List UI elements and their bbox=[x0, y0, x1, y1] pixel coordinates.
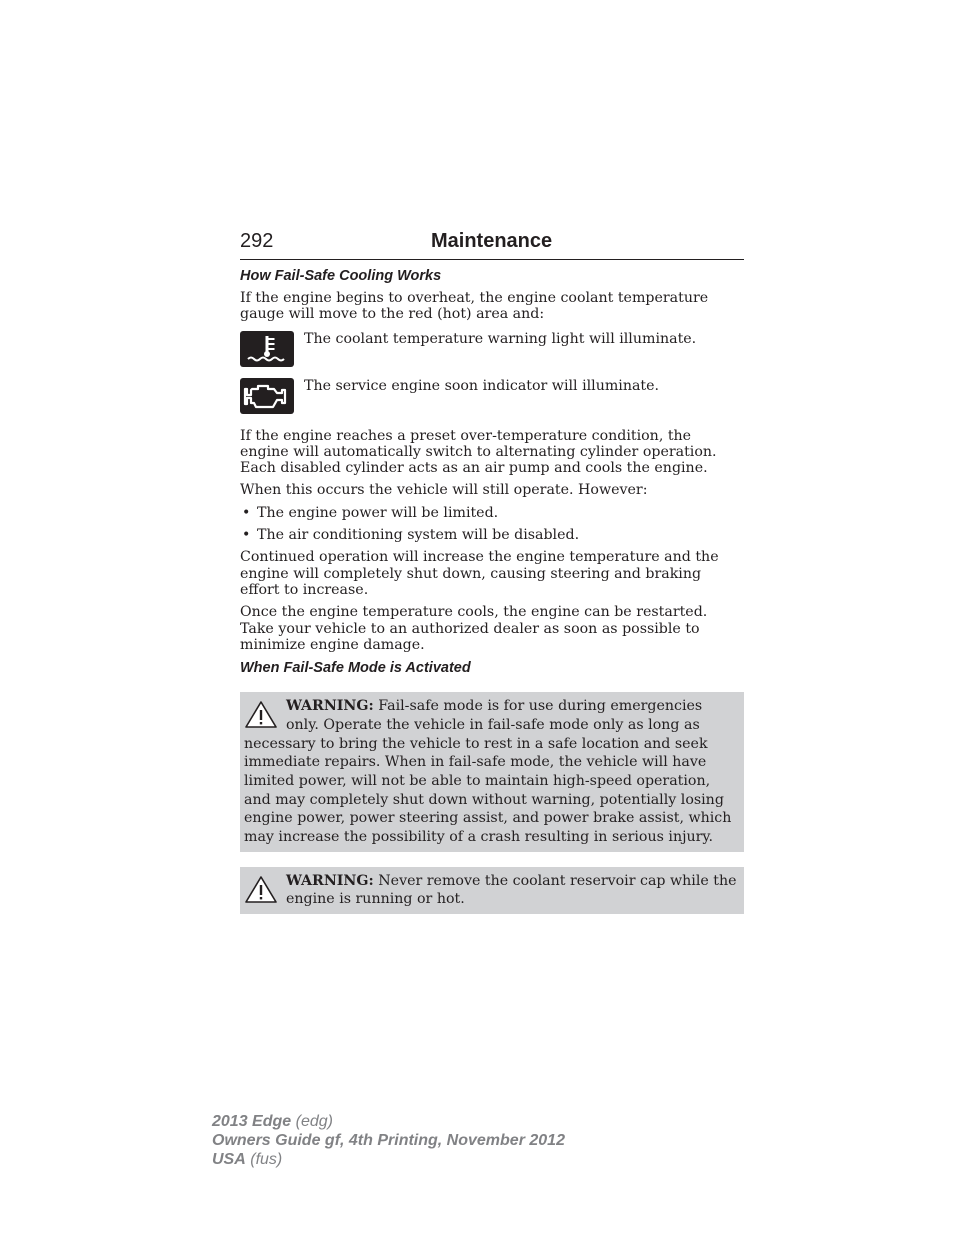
page-number: 292 bbox=[240, 230, 274, 252]
list-item: • The air conditioning system will be disabled. bbox=[242, 527, 580, 544]
warning-label: WARNING: bbox=[286, 872, 374, 889]
warning-text: Never remove the coolant reservoir cap while the engine is running or hot. bbox=[286, 872, 737, 908]
list-item: • The engine power will be limited. bbox=[242, 504, 499, 521]
warning-text: Fail-safe mode is for use during emergencies only. Operate the vehicle in fail-safe mode only as long as necessary to bring the vehicle to rest in a safe location and seek immediate repairs. When in fail-safe mode, the vehicle will have limited power, will not be able to maintain high-speed operation, and may completely shut down without warning, potentially losing engine power, power steering assist, and power brake assist, which may increase the possibility of a crash resulting in serious injury. bbox=[244, 698, 732, 846]
footer-market-line: USA (fus) bbox=[212, 1151, 283, 1168]
footer-guide-line: Owners Guide gf, 4th Printing, November 2012 bbox=[212, 1132, 565, 1149]
how-fail-safe-heading: How Fail-Safe Cooling Works bbox=[240, 268, 442, 284]
service-engine-indicator-row bbox=[240, 378, 744, 414]
coolant-indicator-text: The coolant temperature warning light will illuminate. bbox=[304, 330, 697, 347]
over-temperature-paragraph: If the engine reaches a preset over-temperature condition, the engine will automatically switch to alternating cylinder operation. Each disabled cylinder acts as an air pump and cools the engine. bbox=[240, 427, 717, 477]
warning-triangle-icon bbox=[244, 700, 278, 730]
page-footer bbox=[212, 1112, 565, 1169]
service-engine-indicator-text: The service engine soon indicator will illuminate. bbox=[304, 377, 660, 394]
page-header bbox=[240, 229, 744, 260]
coolant-indicator-row bbox=[240, 331, 744, 367]
warning-label: WARNING: bbox=[286, 698, 374, 715]
restart-paragraph: Once the engine temperature cools, the engine can be restarted. Take your vehicle to an authorized dealer as soon as possible to minimize engine damage. bbox=[240, 604, 708, 653]
section-title: Maintenance bbox=[431, 230, 553, 252]
continued-operation-paragraph: Continued operation will increase the engine temperature and the engine will completely shut down, causing steering and braking effort to increase. bbox=[240, 549, 719, 598]
page-content bbox=[240, 266, 744, 914]
warning-triangle-icon bbox=[244, 875, 278, 905]
service-engine-icon bbox=[240, 378, 294, 414]
warning-box-fail-safe bbox=[240, 692, 744, 852]
fail-safe-activated-heading: When Fail-Safe Mode is Activated bbox=[240, 660, 471, 677]
vehicle-operates-paragraph: When this occurs the vehicle will still operate. However: bbox=[240, 482, 648, 499]
limitations-list bbox=[240, 505, 744, 544]
intro-paragraph: If the engine begins to overheat, the engine coolant temperature gauge will move to the red (hot) area and: bbox=[240, 290, 709, 323]
footer-model-line: 2013 Edge (edg) bbox=[212, 1113, 333, 1130]
warning-box-coolant-cap bbox=[240, 867, 744, 914]
coolant-temperature-icon bbox=[240, 331, 294, 367]
